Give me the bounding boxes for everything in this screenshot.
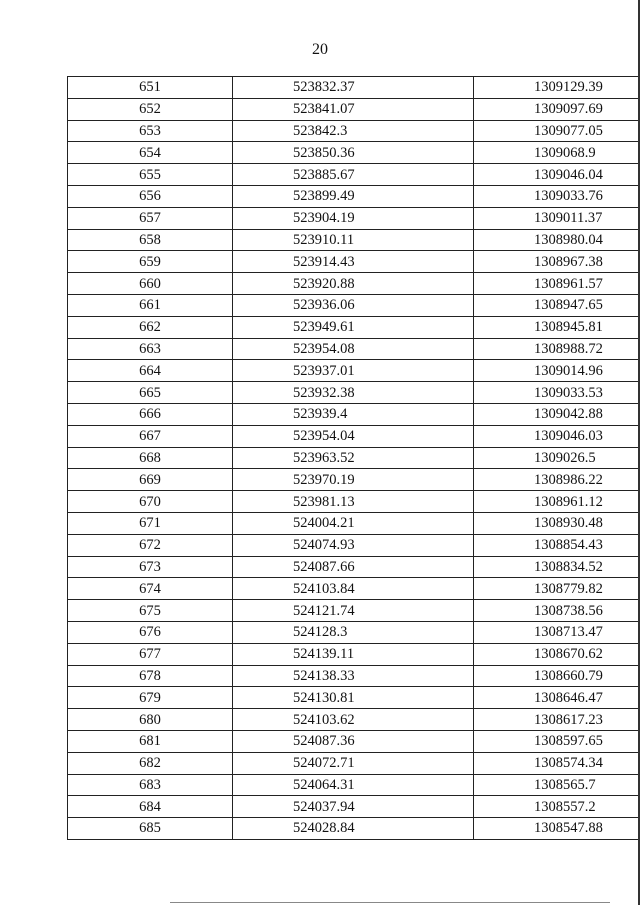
table-row [68,469,640,491]
point-number-cell: 669 [68,469,233,491]
y-coordinate-cell: 1308713.47 [474,621,640,643]
x-coordinate-cell: 523899.49 [233,185,474,207]
y-coordinate-cell: 1309046.03 [474,425,640,447]
point-number-cell: 674 [68,578,233,600]
point-number-cell: 655 [68,164,233,186]
x-coordinate-cell: 523981.13 [233,491,474,513]
x-coordinate-cell: 523949.61 [233,316,474,338]
y-coordinate-cell: 1309033.76 [474,185,640,207]
point-number-cell: 671 [68,512,233,534]
y-coordinate-cell: 1309026.5 [474,447,640,469]
point-number-cell: 660 [68,273,233,295]
table-row [68,294,640,316]
coordinates-table-body [68,77,640,840]
table-row [68,164,640,186]
y-coordinate-cell: 1309077.05 [474,120,640,142]
table-row [68,338,640,360]
point-number-cell: 678 [68,665,233,687]
x-coordinate-cell: 523970.19 [233,469,474,491]
x-coordinate-cell: 524103.84 [233,578,474,600]
y-coordinate-cell: 1308660.79 [474,665,640,687]
table-row [68,491,640,513]
table-row [68,818,640,840]
x-coordinate-cell: 524004.21 [233,512,474,534]
y-coordinate-cell: 1309011.37 [474,207,640,229]
table-row [68,512,640,534]
x-coordinate-cell: 524087.66 [233,556,474,578]
table-row [68,665,640,687]
table-row [68,687,640,709]
point-number-cell: 684 [68,796,233,818]
table-row [68,600,640,622]
x-coordinate-cell: 523937.01 [233,360,474,382]
point-number-cell: 659 [68,251,233,273]
point-number-cell: 683 [68,774,233,796]
y-coordinate-cell: 1308945.81 [474,316,640,338]
point-number-cell: 668 [68,447,233,469]
y-coordinate-cell: 1308967.38 [474,251,640,273]
y-coordinate-cell: 1309014.96 [474,360,640,382]
y-coordinate-cell: 1308988.72 [474,338,640,360]
y-coordinate-cell: 1308854.43 [474,534,640,556]
table-row [68,382,640,404]
x-coordinate-cell: 523842.3 [233,120,474,142]
x-coordinate-cell: 524064.31 [233,774,474,796]
table-row [68,643,640,665]
x-coordinate-cell: 523832.37 [233,77,474,99]
point-number-cell: 651 [68,77,233,99]
x-coordinate-cell: 523920.88 [233,273,474,295]
point-number-cell: 673 [68,556,233,578]
table-row [68,185,640,207]
page-number: 20 [312,41,328,58]
point-number-cell: 670 [68,491,233,513]
y-coordinate-cell: 1308961.57 [474,273,640,295]
point-number-cell: 663 [68,338,233,360]
point-number-cell: 676 [68,621,233,643]
x-coordinate-cell: 523841.07 [233,98,474,120]
table-row [68,578,640,600]
x-coordinate-cell: 524037.94 [233,796,474,818]
y-coordinate-cell: 1309129.39 [474,77,640,99]
point-number-cell: 675 [68,600,233,622]
x-coordinate-cell: 523932.38 [233,382,474,404]
table-row [68,207,640,229]
y-coordinate-cell: 1308961.12 [474,491,640,513]
y-coordinate-cell: 1308986.22 [474,469,640,491]
x-coordinate-cell: 523910.11 [233,229,474,251]
point-number-cell: 661 [68,294,233,316]
point-number-cell: 653 [68,120,233,142]
coordinates-table [67,76,640,840]
y-coordinate-cell: 1308980.04 [474,229,640,251]
x-coordinate-cell: 523954.04 [233,425,474,447]
table-row [68,796,640,818]
x-coordinate-cell: 523904.19 [233,207,474,229]
x-coordinate-cell: 524139.11 [233,643,474,665]
table-row [68,251,640,273]
table-row [68,360,640,382]
x-coordinate-cell: 523939.4 [233,403,474,425]
point-number-cell: 658 [68,229,233,251]
table-row [68,709,640,731]
table-row [68,447,640,469]
x-coordinate-cell: 524028.84 [233,818,474,840]
x-coordinate-cell: 523914.43 [233,251,474,273]
y-coordinate-cell: 1309097.69 [474,98,640,120]
table-row [68,621,640,643]
y-coordinate-cell: 1308565.7 [474,774,640,796]
x-coordinate-cell: 524130.81 [233,687,474,709]
x-coordinate-cell: 524128.3 [233,621,474,643]
y-coordinate-cell: 1308557.2 [474,796,640,818]
x-coordinate-cell: 524103.62 [233,709,474,731]
y-coordinate-cell: 1308646.47 [474,687,640,709]
table-row [68,752,640,774]
point-number-cell: 666 [68,403,233,425]
x-coordinate-cell: 524074.93 [233,534,474,556]
point-number-cell: 656 [68,185,233,207]
y-coordinate-cell: 1308738.56 [474,600,640,622]
x-coordinate-cell: 523885.67 [233,164,474,186]
point-number-cell: 672 [68,534,233,556]
point-number-cell: 685 [68,818,233,840]
y-coordinate-cell: 1308574.34 [474,752,640,774]
point-number-cell: 654 [68,142,233,164]
point-number-cell: 664 [68,360,233,382]
y-coordinate-cell: 1308547.88 [474,818,640,840]
x-coordinate-cell: 523850.36 [233,142,474,164]
point-number-cell: 657 [68,207,233,229]
point-number-cell: 665 [68,382,233,404]
y-coordinate-cell: 1308947.65 [474,294,640,316]
point-number-cell: 682 [68,752,233,774]
table-row [68,556,640,578]
y-coordinate-cell: 1309068.9 [474,142,640,164]
point-number-cell: 679 [68,687,233,709]
y-coordinate-cell: 1308779.82 [474,578,640,600]
y-coordinate-cell: 1308670.62 [474,643,640,665]
x-coordinate-cell: 523963.52 [233,447,474,469]
x-coordinate-cell: 523954.08 [233,338,474,360]
x-coordinate-cell: 523936.06 [233,294,474,316]
y-coordinate-cell: 1308930.48 [474,512,640,534]
table-row [68,120,640,142]
point-number-cell: 652 [68,98,233,120]
table-row [68,229,640,251]
table-row [68,403,640,425]
y-coordinate-cell: 1309042.88 [474,403,640,425]
table-row [68,425,640,447]
table-row [68,98,640,120]
table-row [68,316,640,338]
table-row [68,142,640,164]
table-row [68,730,640,752]
table-row [68,77,640,99]
table-row [68,534,640,556]
table-row [68,273,640,295]
y-coordinate-cell: 1308597.65 [474,730,640,752]
scan-edge-bottom [170,902,610,903]
x-coordinate-cell: 524121.74 [233,600,474,622]
x-coordinate-cell: 524138.33 [233,665,474,687]
x-coordinate-cell: 524072.71 [233,752,474,774]
point-number-cell: 667 [68,425,233,447]
table-row [68,774,640,796]
y-coordinate-cell: 1308617.23 [474,709,640,731]
point-number-cell: 681 [68,730,233,752]
point-number-cell: 662 [68,316,233,338]
y-coordinate-cell: 1309033.53 [474,382,640,404]
point-number-cell: 677 [68,643,233,665]
point-number-cell: 680 [68,709,233,731]
y-coordinate-cell: 1309046.04 [474,164,640,186]
x-coordinate-cell: 524087.36 [233,730,474,752]
y-coordinate-cell: 1308834.52 [474,556,640,578]
